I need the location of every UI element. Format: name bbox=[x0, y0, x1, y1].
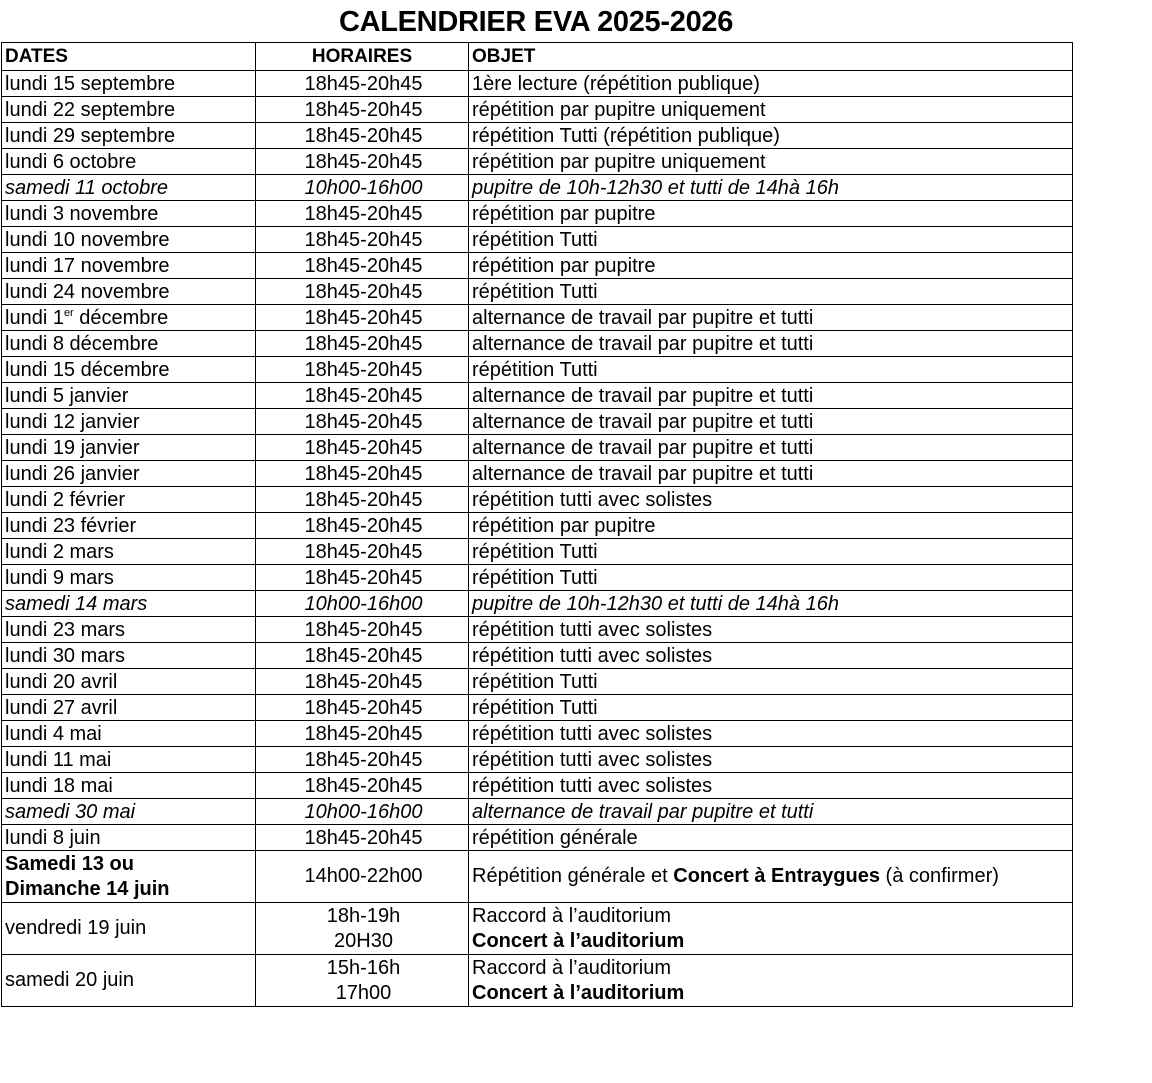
object-cell bbox=[469, 955, 1073, 1007]
time-cell: 18h45-20h45 bbox=[256, 695, 469, 721]
date-cell: samedi 14 mars bbox=[2, 591, 256, 617]
object-cell: répétition par pupitre uniquement bbox=[469, 149, 1073, 175]
table-row bbox=[2, 825, 1073, 851]
date-cell: lundi 6 octobre bbox=[2, 149, 256, 175]
date-superscript: er bbox=[63, 306, 74, 319]
date-cell: lundi 30 mars bbox=[2, 643, 256, 669]
object-cell: alternance de travail par pupitre et tutti bbox=[469, 331, 1073, 357]
date-cell bbox=[2, 851, 256, 903]
object-cell: alternance de travail par pupitre et tutti bbox=[469, 383, 1073, 409]
date-cell: lundi 9 mars bbox=[2, 565, 256, 591]
time-cell bbox=[256, 903, 469, 955]
date-cell: lundi 15 décembre bbox=[2, 357, 256, 383]
table-row bbox=[2, 643, 1073, 669]
table-row bbox=[2, 747, 1073, 773]
time-cell: 18h45-20h45 bbox=[256, 669, 469, 695]
object-cell: alternance de travail par pupitre et tutti bbox=[469, 409, 1073, 435]
time-cell: 18h45-20h45 bbox=[256, 435, 469, 461]
table-row bbox=[2, 799, 1073, 825]
time-cell: 18h45-20h45 bbox=[256, 97, 469, 123]
date-cell: lundi 5 janvier bbox=[2, 383, 256, 409]
time-cell: 18h45-20h45 bbox=[256, 565, 469, 591]
date-cell: lundi 11 mai bbox=[2, 747, 256, 773]
object-cell: pupitre de 10h-12h30 et tutti de 14hà 16h bbox=[469, 591, 1073, 617]
date-cell: lundi 8 juin bbox=[2, 825, 256, 851]
table-row bbox=[2, 773, 1073, 799]
table-row bbox=[2, 695, 1073, 721]
calendar-table bbox=[1, 42, 1073, 1007]
time-cell: 18h45-20h45 bbox=[256, 71, 469, 97]
table-row bbox=[2, 279, 1073, 305]
table-row bbox=[2, 617, 1073, 643]
table-row bbox=[2, 71, 1073, 97]
date-text: lundi 1 bbox=[5, 306, 64, 329]
table-row bbox=[2, 721, 1073, 747]
object-cell: répétition Tutti bbox=[469, 565, 1073, 591]
date-cell: lundi 3 novembre bbox=[2, 201, 256, 227]
date-cell bbox=[2, 305, 256, 331]
table-row-concert-auditorium-1 bbox=[2, 903, 1073, 955]
time-cell: 18h45-20h45 bbox=[256, 617, 469, 643]
table-row bbox=[2, 669, 1073, 695]
table-row bbox=[2, 435, 1073, 461]
object-cell: répétition par pupitre bbox=[469, 253, 1073, 279]
time-cell: 18h45-20h45 bbox=[256, 513, 469, 539]
date-cell: lundi 2 février bbox=[2, 487, 256, 513]
table-row bbox=[2, 461, 1073, 487]
time-cell: 18h45-20h45 bbox=[256, 227, 469, 253]
object-cell: répétition par pupitre uniquement bbox=[469, 97, 1073, 123]
time-cell: 10h00-16h00 bbox=[256, 175, 469, 201]
object-cell: alternance de travail par pupitre et tutti bbox=[469, 435, 1073, 461]
object-text: Répétition générale et bbox=[472, 865, 674, 887]
time-cell: 18h45-20h45 bbox=[256, 721, 469, 747]
object-cell: répétition tutti avec solistes bbox=[469, 617, 1073, 643]
date-line: Dimanche 14 juin bbox=[5, 877, 170, 900]
date-cell: lundi 8 décembre bbox=[2, 331, 256, 357]
table-row bbox=[2, 227, 1073, 253]
table-row bbox=[2, 565, 1073, 591]
table-row bbox=[2, 305, 1073, 331]
object-cell: répétition Tutti bbox=[469, 279, 1073, 305]
time-cell: 18h45-20h45 bbox=[256, 643, 469, 669]
table-row bbox=[2, 383, 1073, 409]
object-text-bold: Concert à Entraygues bbox=[673, 865, 880, 887]
date-cell: lundi 4 mai bbox=[2, 721, 256, 747]
time-cell: 18h45-20h45 bbox=[256, 383, 469, 409]
object-text: (à confirmer) bbox=[879, 865, 999, 887]
object-cell: répétition Tutti bbox=[469, 539, 1073, 565]
date-text: décembre bbox=[73, 306, 169, 329]
date-cell: lundi 19 janvier bbox=[2, 435, 256, 461]
object-cell: répétition Tutti bbox=[469, 669, 1073, 695]
object-cell: répétition tutti avec solistes bbox=[469, 721, 1073, 747]
date-cell: lundi 23 mars bbox=[2, 617, 256, 643]
object-cell: répétition par pupitre bbox=[469, 513, 1073, 539]
time-cell: 18h45-20h45 bbox=[256, 279, 469, 305]
object-cell: répétition tutti avec solistes bbox=[469, 773, 1073, 799]
time-cell: 18h45-20h45 bbox=[256, 149, 469, 175]
object-cell: répétition Tutti bbox=[469, 357, 1073, 383]
table-row bbox=[2, 357, 1073, 383]
date-cell: lundi 22 septembre bbox=[2, 97, 256, 123]
date-cell: lundi 17 novembre bbox=[2, 253, 256, 279]
date-cell: lundi 15 septembre bbox=[2, 71, 256, 97]
time-cell: 18h45-20h45 bbox=[256, 773, 469, 799]
table-row-concert-auditorium-2 bbox=[2, 955, 1073, 1007]
object-cell: alternance de travail par pupitre et tutti bbox=[469, 799, 1073, 825]
time-line: 17h00 bbox=[335, 981, 392, 1004]
date-cell: lundi 24 novembre bbox=[2, 279, 256, 305]
table-row bbox=[2, 97, 1073, 123]
object-cell: répétition Tutti bbox=[469, 227, 1073, 253]
object-cell: 1ère lecture (répétition publique) bbox=[469, 71, 1073, 97]
header-horaires: HORAIRES bbox=[256, 43, 469, 71]
object-cell: répétition générale bbox=[469, 825, 1073, 851]
object-cell: répétition par pupitre bbox=[469, 201, 1073, 227]
date-cell: samedi 20 juin bbox=[2, 955, 256, 1007]
table-row bbox=[2, 149, 1073, 175]
date-cell: lundi 20 avril bbox=[2, 669, 256, 695]
date-cell: samedi 11 octobre bbox=[2, 175, 256, 201]
table-row bbox=[2, 331, 1073, 357]
time-cell: 18h45-20h45 bbox=[256, 461, 469, 487]
table-row-concert-entraygues bbox=[2, 851, 1073, 903]
date-cell: lundi 29 septembre bbox=[2, 123, 256, 149]
time-cell: 18h45-20h45 bbox=[256, 331, 469, 357]
date-cell: lundi 12 janvier bbox=[2, 409, 256, 435]
date-cell: lundi 27 avril bbox=[2, 695, 256, 721]
table-row bbox=[2, 123, 1073, 149]
object-cell bbox=[469, 851, 1073, 903]
time-cell: 10h00-16h00 bbox=[256, 591, 469, 617]
date-cell: lundi 10 novembre bbox=[2, 227, 256, 253]
time-cell: 18h45-20h45 bbox=[256, 357, 469, 383]
time-cell: 18h45-20h45 bbox=[256, 201, 469, 227]
time-line: 18h-19h bbox=[326, 904, 401, 927]
object-line: Raccord à l’auditorium bbox=[472, 956, 671, 979]
date-cell: lundi 23 février bbox=[2, 513, 256, 539]
time-cell: 14h00-22h00 bbox=[256, 851, 469, 903]
time-cell: 10h00-16h00 bbox=[256, 799, 469, 825]
object-cell bbox=[469, 903, 1073, 955]
time-cell: 18h45-20h45 bbox=[256, 747, 469, 773]
table-header-row bbox=[2, 43, 1073, 71]
object-line-bold: Concert à l’auditorium bbox=[472, 981, 685, 1004]
header-objet: OBJET bbox=[469, 43, 1073, 71]
table-row bbox=[2, 175, 1073, 201]
object-line-bold: Concert à l’auditorium bbox=[472, 929, 685, 952]
date-cell: vendredi 19 juin bbox=[2, 903, 256, 955]
table-row bbox=[2, 487, 1073, 513]
object-cell: alternance de travail par pupitre et tutti bbox=[469, 305, 1073, 331]
time-cell: 18h45-20h45 bbox=[256, 825, 469, 851]
date-cell: lundi 18 mai bbox=[2, 773, 256, 799]
time-cell: 18h45-20h45 bbox=[256, 123, 469, 149]
time-cell bbox=[256, 955, 469, 1007]
time-cell: 18h45-20h45 bbox=[256, 539, 469, 565]
date-cell: lundi 26 janvier bbox=[2, 461, 256, 487]
object-cell: répétition tutti avec solistes bbox=[469, 747, 1073, 773]
time-cell: 18h45-20h45 bbox=[256, 305, 469, 331]
table-row bbox=[2, 513, 1073, 539]
time-cell: 18h45-20h45 bbox=[256, 409, 469, 435]
time-line: 15h-16h bbox=[326, 956, 401, 979]
time-line: 20H30 bbox=[334, 929, 393, 952]
object-cell: alternance de travail par pupitre et tutti bbox=[469, 461, 1073, 487]
object-cell: répétition tutti avec solistes bbox=[469, 487, 1073, 513]
object-cell: répétition Tutti bbox=[469, 695, 1073, 721]
header-dates: DATES bbox=[2, 43, 256, 71]
date-cell: lundi 2 mars bbox=[2, 539, 256, 565]
time-cell: 18h45-20h45 bbox=[256, 487, 469, 513]
object-line: Raccord à l’auditorium bbox=[472, 904, 671, 927]
time-cell: 18h45-20h45 bbox=[256, 253, 469, 279]
table-row bbox=[2, 253, 1073, 279]
object-cell: pupitre de 10h-12h30 et tutti de 14hà 16h bbox=[469, 175, 1073, 201]
table-row bbox=[2, 409, 1073, 435]
table-row bbox=[2, 201, 1073, 227]
object-cell: répétition Tutti (répétition publique) bbox=[469, 123, 1073, 149]
table-row bbox=[2, 591, 1073, 617]
object-cell: répétition tutti avec solistes bbox=[469, 643, 1073, 669]
table-row bbox=[2, 539, 1073, 565]
page-title: CALENDRIER EVA 2025-2026 bbox=[338, 6, 734, 38]
date-cell: samedi 30 mai bbox=[2, 799, 256, 825]
date-line: Samedi 13 ou bbox=[5, 852, 134, 875]
